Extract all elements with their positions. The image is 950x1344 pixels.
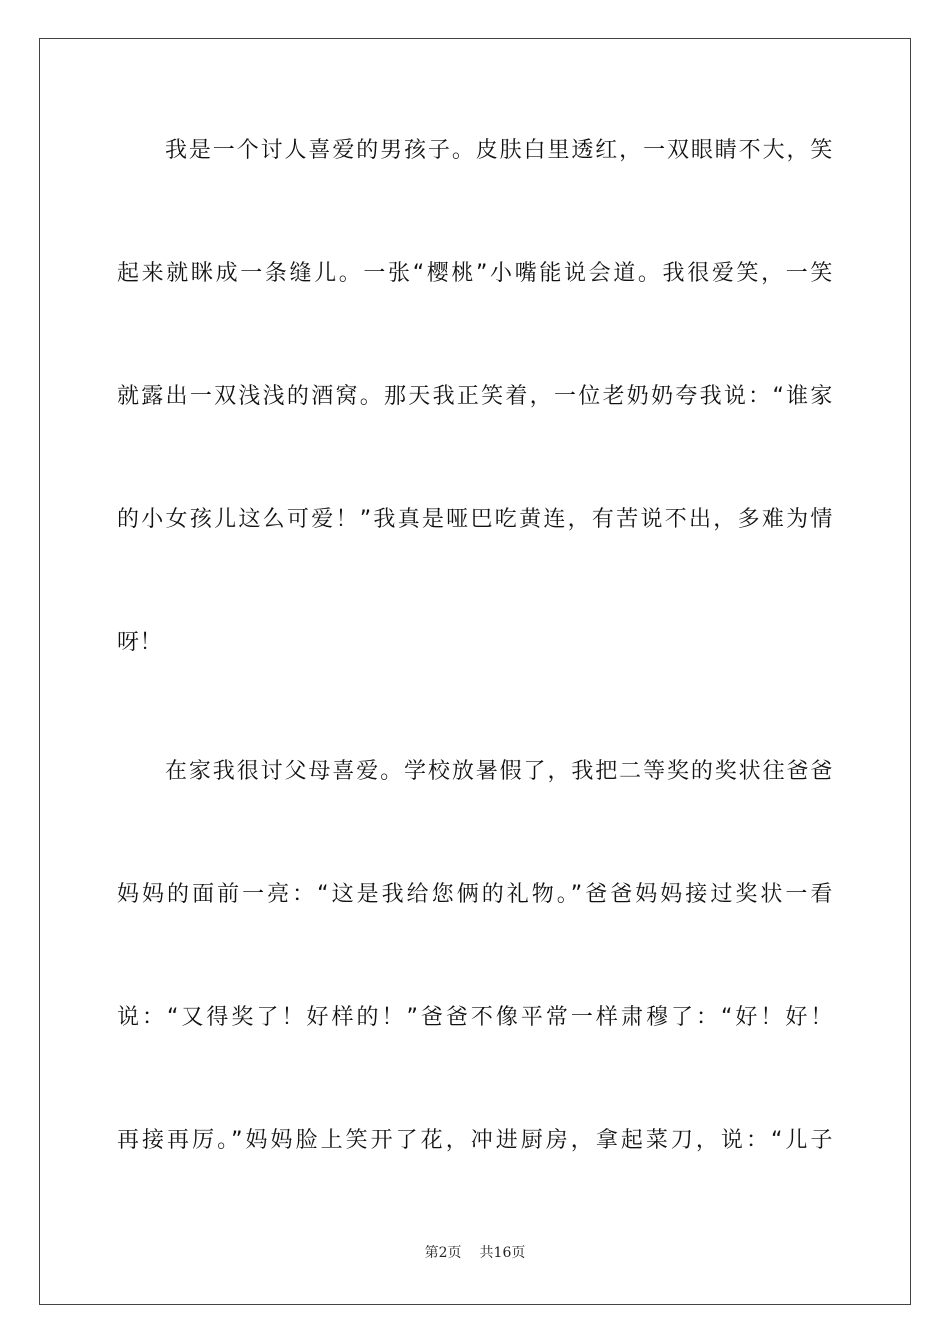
paragraph-1-line-3: 就露出一双浅浅的酒窝。那天我正笑着，一位老奶奶夸我说：“谁家 <box>117 384 833 409</box>
paragraph-2-line-4: 再接再厉。”妈妈脸上笑开了花，冲进厨房，拿起菜刀，说：“儿子 <box>117 1128 833 1153</box>
page-number: 第2页 <box>424 1245 462 1261</box>
paragraph-2-line-1: 在家我很讨父母喜爱。学校放暑假了，我把二等奖的奖状往爸爸 <box>165 759 833 784</box>
paragraph-2-line-3: 说：“又得奖了！好样的！”爸爸不像平常一样肃穆了：“好！好！ <box>117 1005 833 1030</box>
paragraph-1-line-2: 起来就眯成一条缝儿。一张“樱桃”小嘴能说会道。我很爱笑，一笑 <box>117 261 833 286</box>
paragraph-1-line-4: 的小女孩儿这么可爱！”我真是哑巴吃黄连，有苦说不出，多难为情 <box>117 507 833 532</box>
paragraph-2-line-2: 妈妈的面前一亮：“这是我给您俩的礼物。”爸爸妈妈接过奖状一看 <box>117 882 833 907</box>
paragraph-1-line-5: 呀！ <box>117 630 163 655</box>
page-footer <box>0 1242 950 1262</box>
page-border <box>39 38 911 1305</box>
paragraph-1-line-1: 我是一个讨人喜爱的男孩子。皮肤白里透红，一双眼睛不大，笑 <box>165 138 833 163</box>
total-pages: 共16页 <box>479 1245 526 1261</box>
